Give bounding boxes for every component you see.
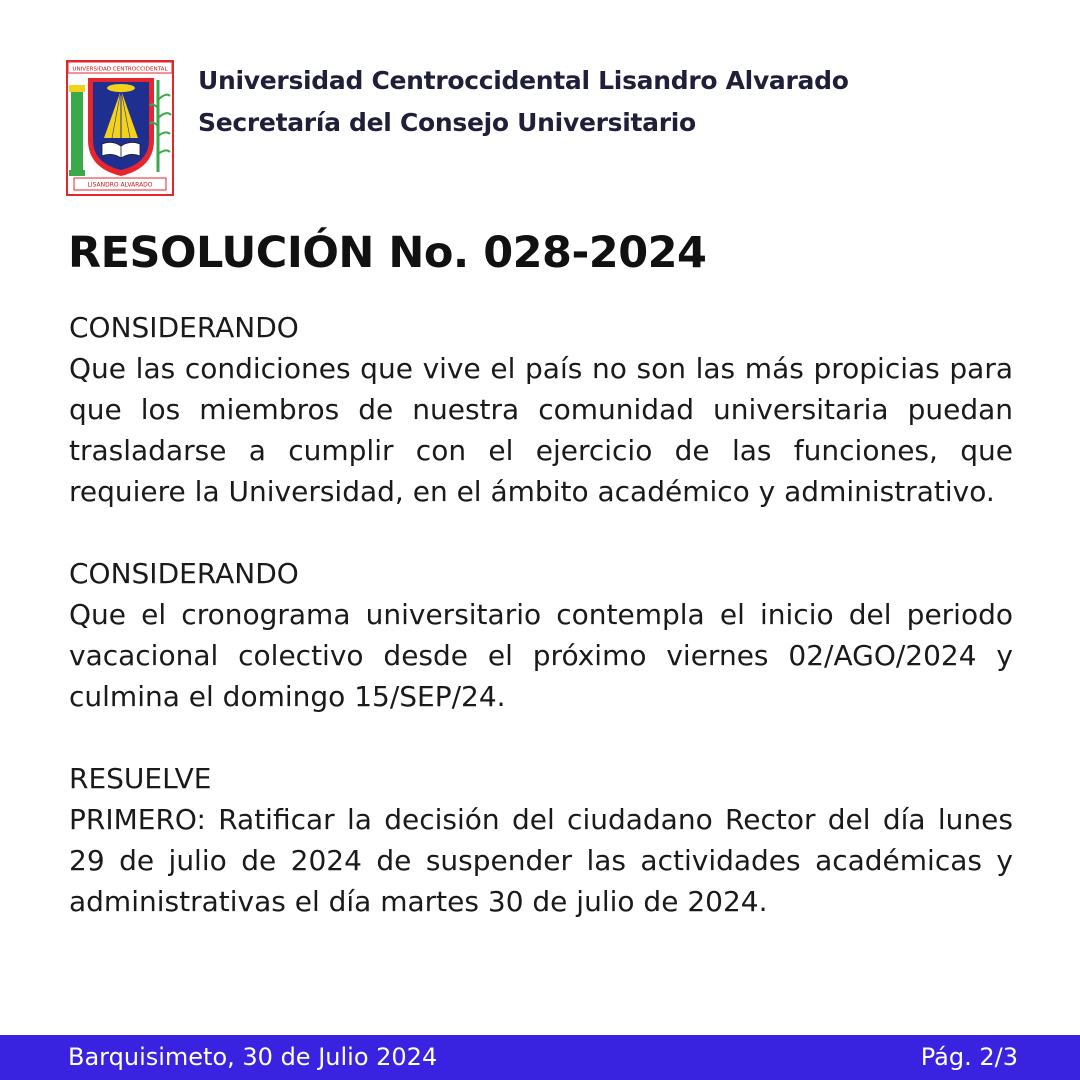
department-name: Secretaría del Consejo Universitario	[198, 108, 696, 137]
seal-bottom-text: LISANDRO ALVARADO	[87, 181, 153, 189]
section-text: Que el cronograma universitario contempla el inicio del periodo vacacional colectivo desde el próximo viernes 02/AGO/2024 y culmina el domingo 15/SEP/24.	[69, 598, 1013, 713]
university-seal-logo	[66, 60, 174, 196]
section-considerando-1	[69, 307, 1013, 512]
section-heading: CONSIDERANDO	[69, 557, 299, 590]
footer-page-number: Pág. 2/3	[920, 1043, 1018, 1071]
resolution-body	[69, 307, 1013, 922]
section-considerando-2	[69, 553, 1013, 717]
section-heading: RESUELVE	[69, 762, 212, 795]
footer-bar	[0, 1035, 1080, 1080]
resolution-title: RESOLUCIÓN No. 028-2024	[68, 228, 707, 278]
footer-place-date: Barquisimeto, 30 de Julio 2024	[68, 1043, 438, 1071]
university-name: Universidad Centroccidental Lisandro Alvarado	[198, 66, 849, 95]
section-text: Que las condiciones que vive el país no son las más propicias para que los miembros de nuestra comunidad universitaria puedan trasladarse a cumplir con el ejercicio de las funciones, que requiere la Universidad, en el ámbito académico y administrativo.	[69, 352, 1013, 508]
seal-top-text: UNIVERSIDAD CENTROCCIDENTAL	[72, 66, 168, 73]
section-text: PRIMERO: Ratificar la decisión del ciudadano Rector del día lunes 29 de julio de 2024 de suspender las actividades académicas y administrativas el día martes 30 de julio de 2024.	[69, 803, 1013, 918]
section-heading: CONSIDERANDO	[69, 311, 299, 344]
header	[198, 60, 849, 144]
section-resuelve	[69, 758, 1013, 922]
